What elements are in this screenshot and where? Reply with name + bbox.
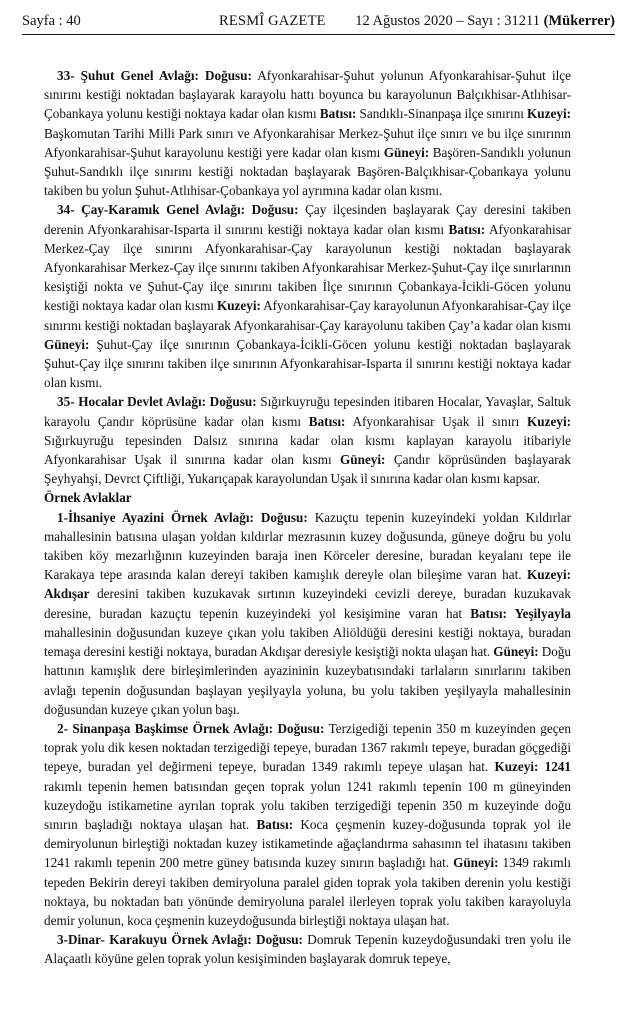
- body-text: mahallesinin doğusundan kuzeye çıkan yolu takiben Aliöldüğü deresini kestiği noktaya, buradan temaşa deresini kestiği noktaya, buradan Akdışar deresiyle kesiştiği nokta ulaşan hat.: [44, 624, 571, 660]
- page-header: [22, 10, 615, 32]
- bold-label: Kuzeyi:: [527, 106, 571, 122]
- body-text: Kazuçtu tepenin kuzeyindeki yoldan Kıldırlar mahallesinin batısına ulaşan yoldan kıldırlar mezrasının kuzey doğusunda, güneye doğru bu yolu takiben köy mezarlığının kuzeyinden baraja inen Körceler deresine, buradan keyalanı tepe ile Karakaya tepe arasında kalan dereyi takiben kamışlık dereyle olan bileşime varan hat.: [44, 509, 571, 583]
- issue-info: [355, 10, 615, 32]
- area-description-paragraph: [44, 508, 571, 719]
- body-text: Çandır köprüsünden başlayarak Şeyhyahşi, Devrct Çiftliği, Yukarıçapak karayolundan Uşak il sınırına kadar olan kısmı kapsar.: [44, 452, 572, 487]
- header-rule: [22, 34, 615, 35]
- bold-label: Kuzeyi:: [216, 298, 261, 314]
- bold-label: 1-İhsaniye Ayazini Örnek Avlağı: Doğusu:: [57, 509, 308, 525]
- bold-label: Güneyi:: [383, 144, 430, 160]
- body-text: Başkomutan Tarihi Milli Park sınırı ve Afyonkarahisar Merkez-Şuhut ilçe sınırı ve bu ilçe sınırının Afyonkarahisar-Şuhut karayolunu kestiği yere kadar olan kısmı: [44, 125, 571, 160]
- page-number: Sayfa : 40: [22, 13, 81, 29]
- document-body: [44, 66, 571, 969]
- bold-label: Güneyi:: [44, 336, 90, 352]
- bold-label: Örnek Avlaklar: [44, 490, 132, 506]
- gazette-name: RESMÎ GAZETE: [219, 13, 326, 29]
- bold-label: 33- Şuhut Genel Avlağı: Doğusu:: [57, 68, 252, 83]
- bold-label: Batısı:: [308, 413, 346, 429]
- body-text: deresini takiben kuzukavak sırtının kuzeyindeki cevizli dereye, buradan kuzukavak deresine, buradan kazuçtu tepenin kuzeyindeki yol kesişimine varan hat: [44, 586, 571, 621]
- bold-label: 35- Hocalar Devlet Avlağı: Doğusu:: [57, 394, 257, 410]
- section-heading: [44, 488, 571, 507]
- bold-label: Kuzeyi:: [527, 413, 571, 429]
- body-text: Afyonkarahisar Uşak il sınırı: [345, 413, 528, 429]
- area-description-paragraph: [44, 66, 571, 200]
- body-text: rakımlı tepenin hemen batısından geçen toprak yolun 1241 rakımlı tepenin 100 m güneyinden kuzeydoğu istikametine ayrılan toprak yolu takiben terzigediği tepenin 350 m kuzeyinde doğu sınırın başladığı noktaya ulaşan hat.: [44, 778, 571, 832]
- body-text: Terzigediği tepenin 350 m kuzeyinden geçen toprak yolu dik kesen noktadan terzigediği tepeye, buradan 1367 rakımlı tepeye, buradan göçgediği tepeye, buradan yel değirmeni tepeye, buradan 1349 rakımlı tepeye ulaşan hat.: [44, 720, 571, 775]
- body-text: Sığırkuyruğu tepesinden Dalsız sınırına kadar olan kısmı kaplayan karayolu itibariyle Afyonkarahisar Uşak il sınırına kadar olan kısmı: [44, 432, 571, 468]
- body-text: Şuhut-Çay ilçe sınırının Çobankaya-İcikli-Göcen yolunu kestiği noktadan başlayarak Şuhut-Çay ilçe sınırını takiben ilçe sınırının Afyonkarahisar-Isparta il sınırını kestiği noktaya kadar olan kısmı.: [44, 336, 571, 391]
- area-description-paragraph: [44, 392, 571, 488]
- bold-label: Güneyi:: [453, 855, 499, 871]
- bold-label: Güneyi:: [340, 452, 386, 468]
- body-text: Afyonkarahisar-Çay karayolunun Afyonkarahisar-Çay ilçe sınırını kestiği noktadan başlayarak Afyonkarahisar-Çay karayolunu takiben Çay’a kadar olan kısmı: [44, 298, 571, 333]
- bold-label: Güneyi:: [493, 644, 539, 660]
- body-text: Doğu hattının kamışlık dere birleşimlerinden ayazininin kuzeybatısındaki tarlaların sınırlarını takiben avlağı tepenin doğusundan başlayan yeşilyayla yoluna, bu yolu takiben yeşilyayla mahallesinin doğusundan kuzeye çıkan yolun başı.: [44, 644, 571, 717]
- body-text: 1349 rakımlı tepeden Bekirin dereyi takiben demiryoluna paralel giden toprak yola takiben derenin yolu kestiği noktaya, bu noktadan batı yönünde demiryoluna paralel ilerleyen toprak yolu takiben karayoluyla demir yolunun, koca çeşmenin kuzeydoğusunda birleştiği noktaya ulaşan hat.: [44, 855, 571, 928]
- body-text: Sandıklı-Sinanpaşa ilçe sınırını: [356, 106, 528, 122]
- area-description-paragraph: [44, 719, 571, 930]
- bold-label: 2- Sinanpaşa Başkimse Örnek Avlağı: Doğusu:: [57, 720, 325, 736]
- bold-label: Kuzeyi: 1241: [494, 759, 571, 775]
- bold-label: Batısı:: [319, 106, 357, 122]
- bold-label: Batısı:: [256, 816, 294, 832]
- bold-label: Batısı: Yeşilyayla: [470, 605, 572, 621]
- body-text: Domruk Tepenin kuzeydoğusundaki tren yolu ile Alaçaatlı köyüne gelen toprak yolun kesişiminden başlayarak domruk tepeye,: [44, 932, 571, 967]
- body-text: Koca çeşmenin kuzey-doğusunda toprak yol ile demiryolunun birleştiği noktadan kuzey istikametinde ağaçlandırma sahasının tel ihatasını takiben 1241 rakımlı tepenin 200 metre güney batısında kuzey sınırın başladığı hat.: [44, 816, 571, 871]
- bold-label: 3-Dinar- Karakuyu Örnek Avlağı: Doğusu:: [57, 932, 303, 948]
- area-description-paragraph: [44, 200, 571, 392]
- body-text: Afyonkarahisar-Şuhut yolunun Afyonkarahisar-Şuhut ilçe sınırını kestiği noktadan başlayarak karayolu hattı boyunca bu karayolunun Balçıkhisar-Atlıhisar-Çobankaya yolunu kestiği noktaya kadar olan kısmı: [44, 68, 571, 122]
- bold-label: Batısı:: [448, 221, 486, 237]
- edition-label: (Mükerrer): [543, 13, 615, 29]
- body-text: Başören-Sandıklı yolunun Şuhut-Sandıklı ilçe sınırını kestiği noktadan başlayarak Başören-Balçıkhisar-Çobankaya yolunu takiben bu yolun Şuhut-Atlıhisar-Çobankaya yol ayrımına kadar olan kısmı.: [44, 144, 571, 199]
- bold-label: Kuzeyi: Akdışar: [44, 567, 571, 602]
- bold-label: 34- Çay-Karamık Genel Avlağı: Doğusu:: [57, 202, 299, 218]
- issue-date: 12 Ağustos 2020 – Sayı : 31211: [355, 13, 540, 29]
- body-text: Sığırkuyruğu tepesinden itibaren Hocalar, Yavaşlar, Saltuk karayolu Çandır köprüsüne kadar olan kısmı: [44, 394, 571, 429]
- area-description-paragraph: [44, 930, 571, 968]
- body-text: Afyonkarahisar Merkez-Çay ilçe sınırını Afyonkarahisar-Çay karayolunun kestiği noktadan başlayarak Afyonkarahisar Merkez-Çay ilçe sınırını takiben Afyonkarahisar Merkez-Şuhut-Çay ilçe sınırlarının kesiştiği nokta ve Şuhut-Çay ilçe sınırını takiben İlçe sınırının Çobankaya-İcikli-Göcen yolunu kestiği noktaya kadar olan kısmı: [44, 221, 571, 314]
- body-text: Çay ilçesinden başlayarak Çay deresini takiben derenin Afyonkarahisar-Isparta il sınırını kestiği noktaya kadar olan kısmı: [44, 202, 571, 237]
